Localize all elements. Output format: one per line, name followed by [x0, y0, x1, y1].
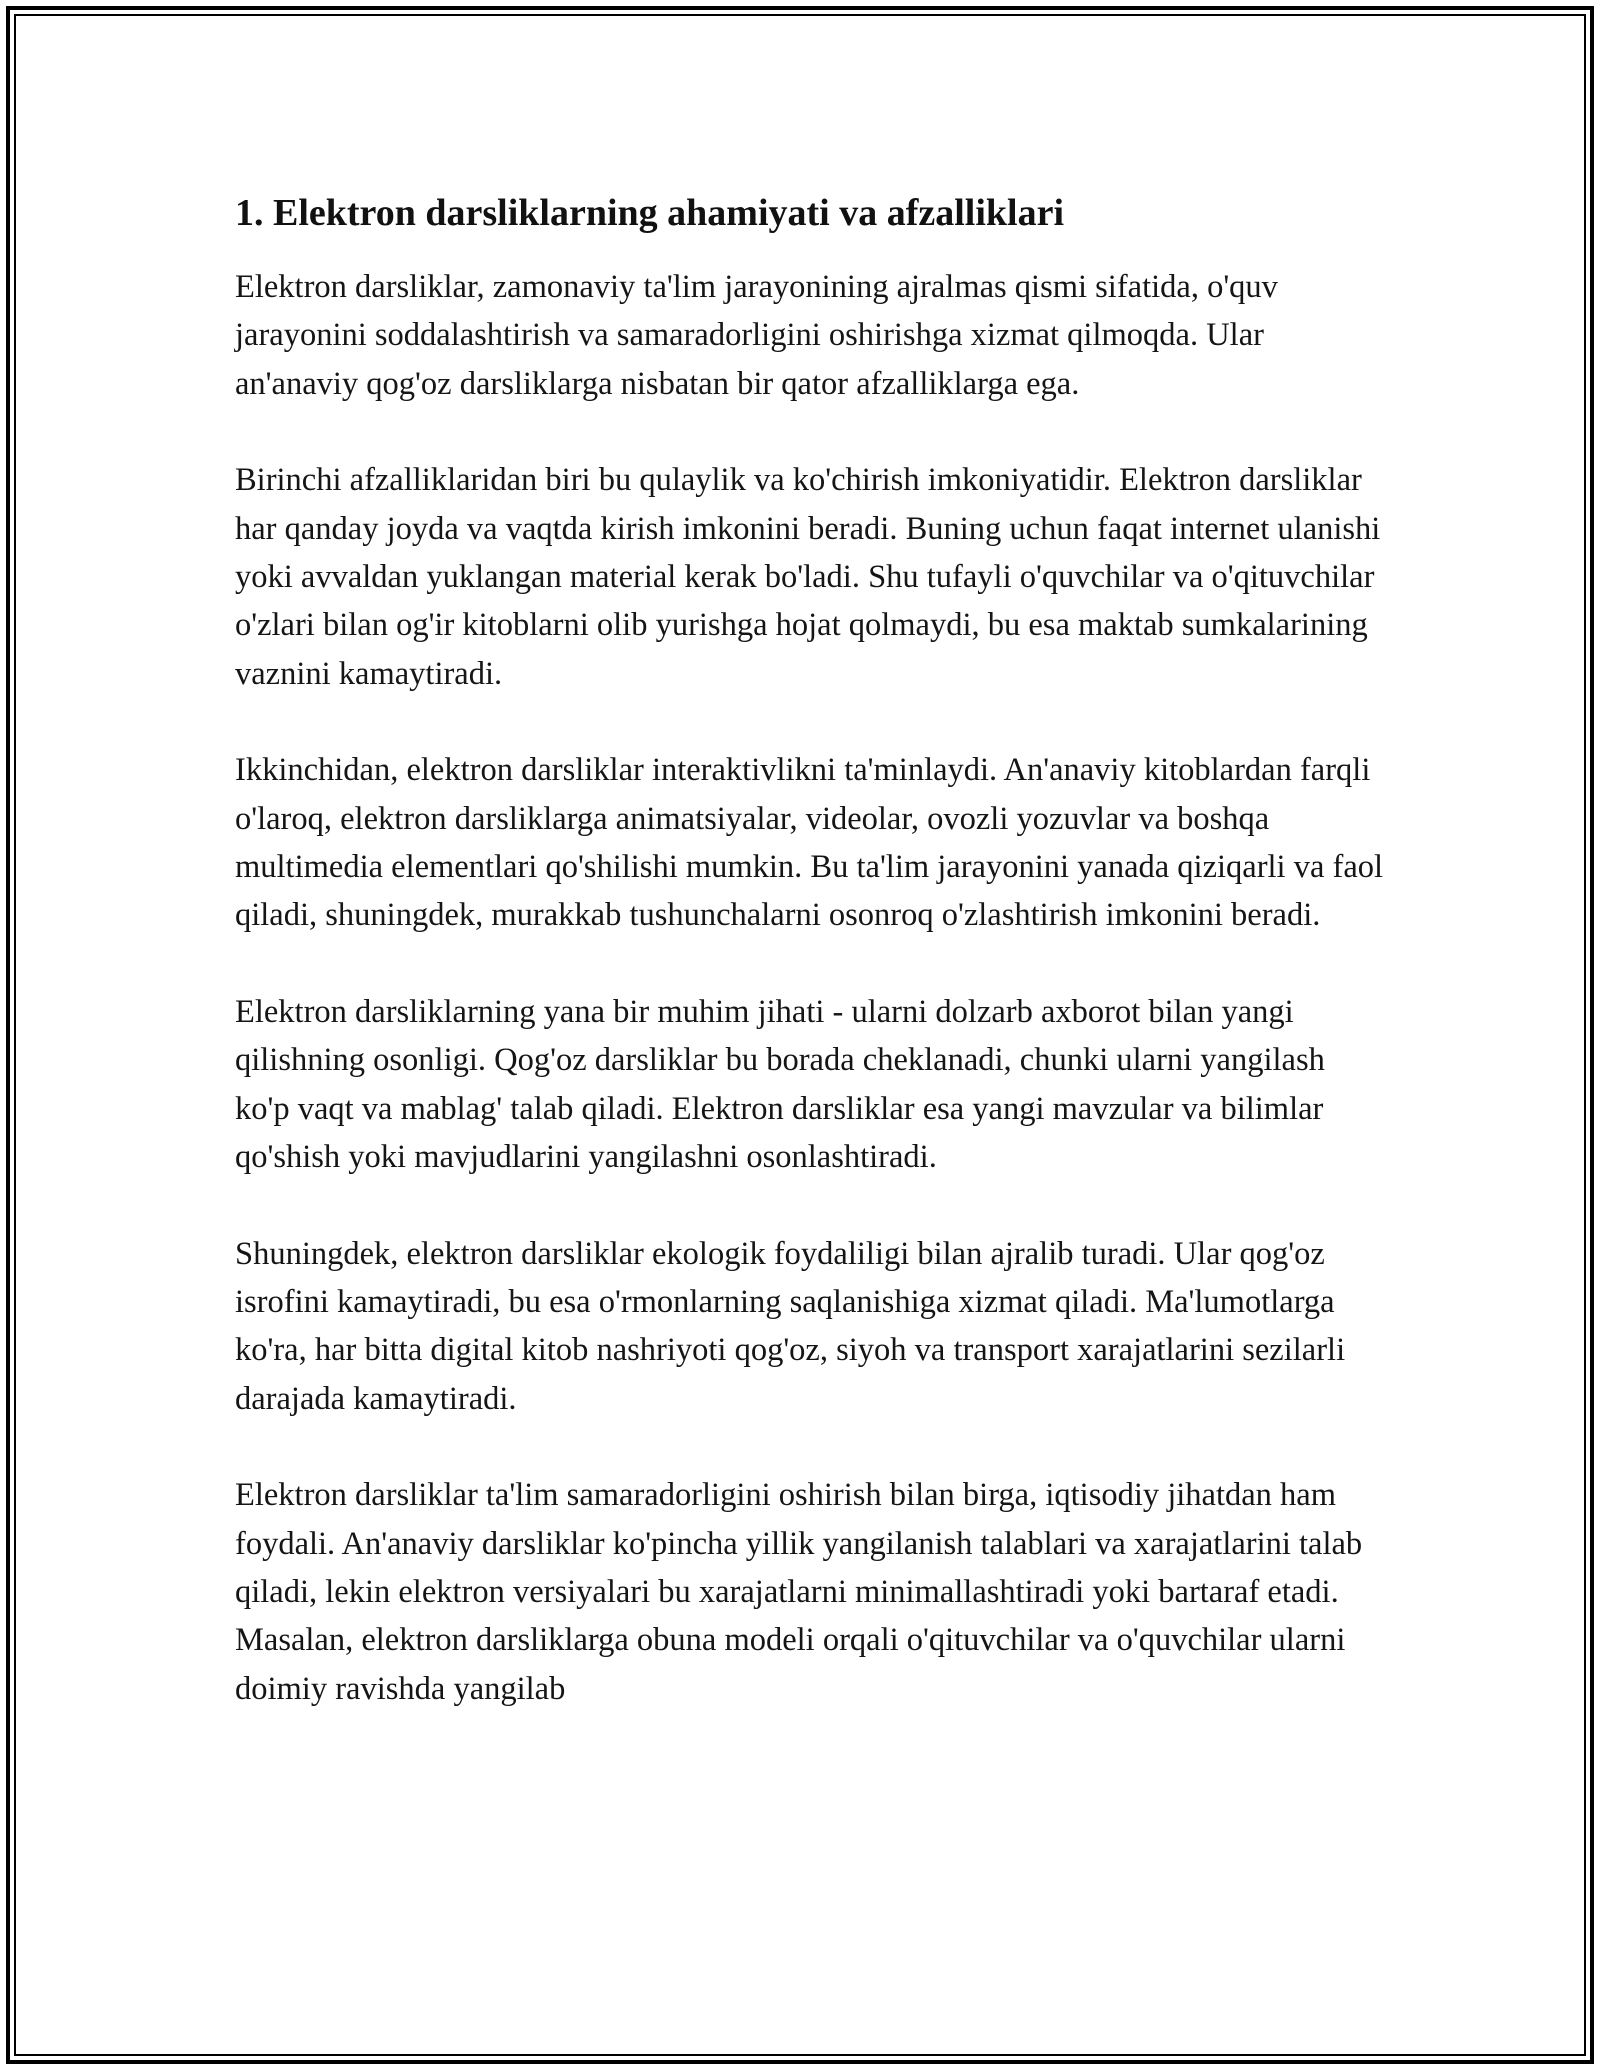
paragraph-ecology: Shuningdek, elektron darsliklar ekologik foydaliligi bilan ajralib turadi. Ular qog'oz isrofini kamaytiradi, bu esa o'rmonlarning saqlanishiga xizmat qiladi. Ma'lumotlarga ko'ra, har bitta digital kitob nashriyoti qog'oz, siyoh va transport xarajatlarini sezilarli darajada kamaytiradi. [235, 1235, 1346, 1417]
document-body [235, 185, 1385, 1713]
paragraph-interactivity: Ikkinchidan, elektron darsliklar interaktivlikni ta'minlaydi. An'anaviy kitoblardan farqli o'laroq, elektron darsliklarga animatsiyalar, videolar, ovozli yozuvlar va boshqa multimedia elementlari qo'shilishi mumkin. Bu ta'lim jarayonini yanada qiziqarli va faol qiladi, shuningdek, murakkab tushunchalarni osonroq o'zlashtirish imkonini beradi. [235, 752, 1384, 934]
paragraph-economy: Elektron darsliklar ta'lim samaradorligini oshirish bilan birga, iqtisodiy jihatdan ham foydali. An'anaviy darsliklar ko'pincha yillik yangilanish talablari va xarajatlarini talab qiladi, lekin elektron versiyalari bu xarajatlarni minimallashtiradi yoki bartaraf etadi. Masalan, elektron darsliklarga obuna modeli orqali o'qituvchilar va o'quvchilar ularni doimiy ravishda yangilab [235, 1477, 1363, 1707]
section-heading: 1. Elektron darsliklarning ahamiyati va afzalliklari [235, 192, 1065, 234]
paragraph-updating: Elektron darsliklarning yana bir muhim jihati - ularni dolzarb axborot bilan yangi qilishning osonligi. Qog'oz darsliklar bu borada cheklanadi, chunki ularni yangilash ko'p vaqt va mablag' talab qiladi. Elektron darsliklar esa yangi mavzular va bilimlar qo'shish yoki mavjudlarini yangilashni osonlashtiradi. [235, 993, 1325, 1176]
paragraph-convenience: Birinchi afzalliklaridan biri bu qulaylik va ko'chirish imkoniyatidir. Elektron darsliklar har qanday joyda va vaqtda kirish imkonini beradi. Buning uchun faqat internet ulanishi yoki avvaldan yuklangan material kerak bo'ladi. Shu tufayli o'quvchilar va o'qituvchilar o'zlari bilan og'ir kitoblarni olib yurishga hojat qolmaydi, bu esa maktab sumkalarining vaznini kamaytiradi. [235, 462, 1381, 692]
paragraph-intro: Elektron darsliklar, zamonaviy ta'lim jarayonining ajralmas qismi sifatida, o'quv jarayonini soddalashtirish va samaradorligini oshirishga xizmat qilmoqda. Ular an'anaviy qog'oz darsliklarga nisbatan bir qator afzalliklarga ega. [235, 269, 1278, 402]
